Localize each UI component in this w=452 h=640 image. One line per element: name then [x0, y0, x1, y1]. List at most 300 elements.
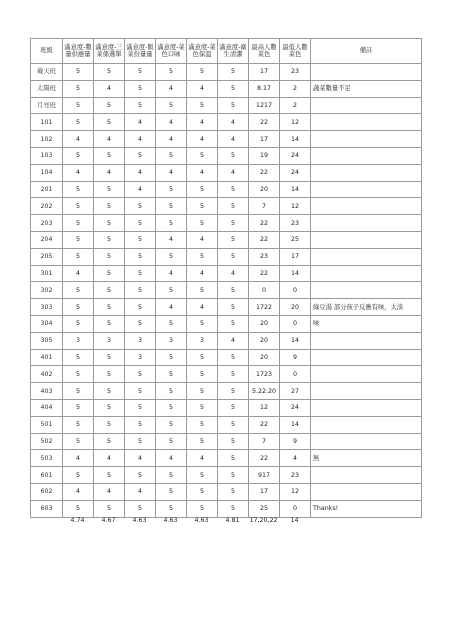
value-cell: 5: [125, 147, 156, 164]
value-cell: 5: [156, 416, 187, 433]
value-cell: 12: [280, 198, 311, 215]
value-cell: 5: [63, 64, 94, 81]
value-cell: 5: [63, 315, 94, 332]
table-row: [31, 181, 422, 198]
value-cell: 17: [249, 483, 280, 500]
value-cell: 5: [94, 231, 125, 248]
value-cell: 3: [63, 332, 94, 349]
value-cell: 4: [218, 164, 249, 181]
class-cell: 401: [31, 349, 63, 366]
class-cell: 601: [31, 467, 63, 484]
value-cell: 24: [280, 399, 311, 416]
average-value: 4.63: [194, 517, 209, 524]
value-cell: 5: [94, 147, 125, 164]
value-cell: 5: [187, 248, 218, 265]
value-cell: 20: [249, 349, 280, 366]
column-header: 最高人數菜色: [249, 39, 280, 64]
average-value: [30, 514, 62, 528]
class-cell: 月亮班: [31, 97, 63, 114]
value-cell: 5: [94, 467, 125, 484]
note-cell: 蔬菜數量不足: [311, 80, 422, 97]
value-cell: 5: [218, 215, 249, 232]
average-value: 4.63: [163, 517, 178, 524]
value-cell: 5: [218, 97, 249, 114]
value-cell: 5: [63, 181, 94, 198]
value-cell: 3: [125, 332, 156, 349]
class-cell: 502: [31, 433, 63, 450]
value-cell: 5: [218, 349, 249, 366]
value-cell: 4: [125, 181, 156, 198]
value-cell: 5: [94, 299, 125, 316]
value-cell: 5: [125, 64, 156, 81]
average-value: 4.67: [101, 517, 116, 524]
value-cell: 12: [249, 399, 280, 416]
average-value: 17,20,22: [249, 517, 278, 524]
value-cell: 5: [63, 500, 94, 517]
value-cell: 5: [125, 416, 156, 433]
value-cell: 5: [94, 383, 125, 400]
value-cell: 1723: [249, 366, 280, 383]
note-cell: [311, 282, 422, 299]
value-cell: 4: [187, 265, 218, 282]
value-cell: 5: [187, 97, 218, 114]
value-cell: 8.17: [249, 80, 280, 97]
value-cell: 4: [94, 131, 125, 148]
value-cell: 20: [280, 299, 311, 316]
value-cell: 5: [63, 80, 94, 97]
column-header: 班級: [31, 39, 63, 64]
value-cell: 5: [63, 366, 94, 383]
value-cell: 0: [249, 282, 280, 299]
value-cell: 4: [125, 450, 156, 467]
value-cell: 5: [94, 97, 125, 114]
value-cell: 5: [63, 114, 94, 131]
value-cell: 7: [249, 433, 280, 450]
value-cell: 5: [94, 114, 125, 131]
value-cell: 5: [187, 416, 218, 433]
value-cell: 5: [218, 416, 249, 433]
note-cell: [311, 416, 422, 433]
value-cell: 0: [280, 282, 311, 299]
class-cell: 104: [31, 164, 63, 181]
value-cell: 5: [218, 467, 249, 484]
value-cell: 5: [218, 64, 249, 81]
value-cell: 5: [63, 215, 94, 232]
table-row: [31, 383, 422, 400]
value-cell: 22: [249, 265, 280, 282]
value-cell: 5: [187, 282, 218, 299]
value-cell: 5: [218, 366, 249, 383]
value-cell: 4: [125, 114, 156, 131]
value-cell: 25: [249, 500, 280, 517]
note-cell: [311, 97, 422, 114]
value-cell: 5: [125, 433, 156, 450]
table-row: [31, 299, 422, 316]
value-cell: 5: [218, 198, 249, 215]
class-cell: 201: [31, 181, 63, 198]
table-row: [31, 97, 422, 114]
value-cell: 4: [187, 80, 218, 97]
note-cell: [311, 164, 422, 181]
value-cell: 5: [187, 181, 218, 198]
column-header: 滿意度-衛生清潔: [218, 39, 249, 64]
value-cell: 5: [125, 299, 156, 316]
value-cell: 12: [280, 483, 311, 500]
table-row: [31, 349, 422, 366]
value-cell: 5: [187, 198, 218, 215]
class-cell: 403: [31, 383, 63, 400]
note-cell: [311, 231, 422, 248]
average-value: 4.74: [70, 517, 85, 524]
value-cell: 2: [280, 97, 311, 114]
value-cell: 24: [280, 147, 311, 164]
value-cell: 5: [94, 265, 125, 282]
value-cell: 5: [63, 282, 94, 299]
value-cell: 5: [156, 399, 187, 416]
value-cell: 5: [187, 399, 218, 416]
value-cell: 5: [187, 467, 218, 484]
value-cell: 5: [187, 483, 218, 500]
value-cell: 5: [156, 181, 187, 198]
value-cell: 5: [63, 416, 94, 433]
value-cell: 5: [125, 231, 156, 248]
value-cell: 3: [94, 332, 125, 349]
value-cell: 5: [94, 64, 125, 81]
value-cell: 20: [249, 315, 280, 332]
note-cell: [311, 483, 422, 500]
value-cell: 4: [94, 164, 125, 181]
value-cell: 0: [280, 315, 311, 332]
note-cell: 綠豆湯 部分孩子反應有味，太淡: [311, 299, 422, 316]
class-cell: 103: [31, 147, 63, 164]
note-cell: [311, 64, 422, 81]
value-cell: 5: [218, 231, 249, 248]
class-cell: 503: [31, 450, 63, 467]
table-row: [31, 433, 422, 450]
value-cell: 5: [218, 433, 249, 450]
value-cell: 22: [249, 416, 280, 433]
value-cell: 14: [280, 181, 311, 198]
value-cell: 5: [63, 399, 94, 416]
class-cell: 205: [31, 248, 63, 265]
value-cell: 3: [125, 349, 156, 366]
value-cell: 5: [63, 231, 94, 248]
value-cell: 9: [280, 349, 311, 366]
value-cell: 4: [218, 114, 249, 131]
column-header: 滿意度-飯菜份量量: [125, 39, 156, 64]
value-cell: 22: [249, 215, 280, 232]
note-cell: [311, 181, 422, 198]
value-cell: 5: [94, 500, 125, 517]
note-cell: [311, 433, 422, 450]
value-cell: 4: [156, 231, 187, 248]
value-cell: 5: [94, 315, 125, 332]
table-row: [31, 483, 422, 500]
class-cell: 304: [31, 315, 63, 332]
value-cell: 14: [280, 332, 311, 349]
value-cell: 5: [218, 80, 249, 97]
table-row: [31, 265, 422, 282]
value-cell: 5: [156, 315, 187, 332]
value-cell: 14: [280, 131, 311, 148]
note-cell: 無: [311, 450, 422, 467]
value-cell: 4: [94, 80, 125, 97]
value-cell: 4: [187, 164, 218, 181]
class-cell: 305: [31, 332, 63, 349]
value-cell: 4: [218, 265, 249, 282]
value-cell: 5: [125, 366, 156, 383]
value-cell: 5: [156, 97, 187, 114]
note-cell: Thanks!: [311, 500, 422, 517]
value-cell: 27: [280, 383, 311, 400]
value-cell: 5: [63, 433, 94, 450]
value-cell: 14: [280, 265, 311, 282]
note-cell: 味: [311, 315, 422, 332]
value-cell: 5: [94, 215, 125, 232]
value-cell: 4: [63, 450, 94, 467]
value-cell: 5: [187, 500, 218, 517]
value-cell: 4: [187, 231, 218, 248]
value-cell: 4: [187, 299, 218, 316]
column-header: 最低人數菜色: [280, 39, 311, 64]
value-cell: 12: [280, 114, 311, 131]
average-value: 14: [290, 517, 299, 524]
value-cell: 5: [94, 399, 125, 416]
value-cell: 5: [187, 215, 218, 232]
value-cell: 5: [63, 97, 94, 114]
average-value: [310, 514, 421, 528]
value-cell: 3: [187, 332, 218, 349]
value-cell: 17: [280, 248, 311, 265]
value-cell: 14: [280, 416, 311, 433]
value-cell: 5: [156, 483, 187, 500]
average-value: 4.81: [225, 517, 240, 524]
value-cell: 5: [94, 366, 125, 383]
value-cell: 5: [94, 282, 125, 299]
value-cell: 5: [156, 467, 187, 484]
class-cell: 402: [31, 366, 63, 383]
value-cell: 5: [63, 198, 94, 215]
value-cell: 1217: [249, 97, 280, 114]
value-cell: 0: [280, 366, 311, 383]
value-cell: 5: [94, 248, 125, 265]
note-cell: [311, 265, 422, 282]
value-cell: 5: [156, 64, 187, 81]
value-cell: 2: [280, 80, 311, 97]
value-cell: 5: [94, 433, 125, 450]
table-row: [31, 147, 422, 164]
value-cell: 20: [249, 181, 280, 198]
note-cell: [311, 399, 422, 416]
class-cell: 202: [31, 198, 63, 215]
value-cell: 5: [156, 433, 187, 450]
class-cell: 204: [31, 231, 63, 248]
value-cell: 4: [125, 483, 156, 500]
value-cell: 5: [125, 80, 156, 97]
value-cell: 4: [94, 483, 125, 500]
table-body: [31, 64, 422, 518]
value-cell: 5: [156, 147, 187, 164]
value-cell: 5: [187, 147, 218, 164]
value-cell: 22: [249, 231, 280, 248]
table-row: [31, 450, 422, 467]
value-cell: 5: [63, 299, 94, 316]
note-cell: [311, 215, 422, 232]
value-cell: 5: [218, 248, 249, 265]
table-row: [31, 467, 422, 484]
value-cell: 5: [63, 467, 94, 484]
value-cell: 5: [94, 349, 125, 366]
value-cell: 5: [63, 248, 94, 265]
table-row: [31, 215, 422, 232]
class-cell: 101: [31, 114, 63, 131]
value-cell: 19: [249, 147, 280, 164]
value-cell: 5: [125, 97, 156, 114]
value-cell: 20: [249, 332, 280, 349]
value-cell: 4: [63, 483, 94, 500]
value-cell: 5: [156, 500, 187, 517]
value-cell: 5: [125, 248, 156, 265]
value-cell: 4: [218, 332, 249, 349]
value-cell: 5: [125, 315, 156, 332]
note-cell: [311, 349, 422, 366]
class-cell: 載天班: [31, 64, 63, 81]
value-cell: 5: [187, 64, 218, 81]
value-cell: 4: [63, 265, 94, 282]
value-cell: 4: [125, 131, 156, 148]
value-cell: 4: [156, 80, 187, 97]
value-cell: 24: [280, 164, 311, 181]
value-cell: 5: [218, 299, 249, 316]
header-row: [31, 39, 422, 64]
value-cell: 4: [156, 450, 187, 467]
value-cell: 4: [156, 131, 187, 148]
value-cell: 22: [249, 450, 280, 467]
value-cell: 4: [218, 131, 249, 148]
value-cell: 23: [280, 467, 311, 484]
value-cell: 5: [218, 483, 249, 500]
value-cell: 23: [249, 248, 280, 265]
table-row: [31, 114, 422, 131]
column-header: 滿意度-三菜係選單: [94, 39, 125, 64]
class-cell: 602: [31, 483, 63, 500]
table-row: [31, 315, 422, 332]
value-cell: 7: [249, 198, 280, 215]
class-cell: 404: [31, 399, 63, 416]
value-cell: 4: [63, 164, 94, 181]
value-cell: 9: [280, 433, 311, 450]
value-cell: 4: [187, 131, 218, 148]
value-cell: 5: [125, 500, 156, 517]
value-cell: 5: [156, 198, 187, 215]
value-cell: 5: [218, 315, 249, 332]
note-cell: [311, 366, 422, 383]
satisfaction-table: [30, 38, 422, 518]
note-cell: [311, 467, 422, 484]
value-cell: 5: [63, 383, 94, 400]
table-row: [31, 399, 422, 416]
value-cell: 5: [218, 181, 249, 198]
value-cell: 22: [249, 114, 280, 131]
value-cell: 5: [187, 433, 218, 450]
table-row: [31, 332, 422, 349]
value-cell: 5: [156, 366, 187, 383]
table-row: [31, 198, 422, 215]
table-row: [31, 416, 422, 433]
value-cell: 4: [156, 299, 187, 316]
average-row: [30, 514, 421, 528]
value-cell: 4: [156, 265, 187, 282]
note-cell: [311, 332, 422, 349]
table-row: [31, 248, 422, 265]
class-cell: 501: [31, 416, 63, 433]
class-cell: 太陽班: [31, 80, 63, 97]
value-cell: 5: [187, 315, 218, 332]
table-row: [31, 131, 422, 148]
value-cell: 5: [125, 215, 156, 232]
value-cell: 5: [156, 383, 187, 400]
value-cell: 5: [125, 467, 156, 484]
value-cell: 4: [156, 164, 187, 181]
value-cell: 5: [63, 349, 94, 366]
value-cell: 17: [249, 64, 280, 81]
note-cell: [311, 131, 422, 148]
value-cell: 4: [125, 164, 156, 181]
value-cell: 5: [125, 399, 156, 416]
note-cell: [311, 147, 422, 164]
class-cell: 301: [31, 265, 63, 282]
class-cell: 102: [31, 131, 63, 148]
value-cell: 5: [218, 450, 249, 467]
value-cell: 5: [187, 366, 218, 383]
table-row: [31, 164, 422, 181]
value-cell: 5: [125, 282, 156, 299]
value-cell: 0: [280, 500, 311, 517]
value-cell: 23: [280, 215, 311, 232]
note-cell: [311, 114, 422, 131]
table-row: [31, 231, 422, 248]
value-cell: 4: [156, 114, 187, 131]
table-row: [31, 64, 422, 81]
note-cell: [311, 383, 422, 400]
value-cell: 5: [63, 147, 94, 164]
value-cell: 5: [218, 282, 249, 299]
value-cell: 5: [125, 383, 156, 400]
class-cell: 303: [31, 299, 63, 316]
table-row: [31, 366, 422, 383]
value-cell: 5: [156, 282, 187, 299]
class-cell: 302: [31, 282, 63, 299]
value-cell: 5: [156, 215, 187, 232]
value-cell: 5: [218, 147, 249, 164]
value-cell: 23: [280, 64, 311, 81]
value-cell: 17: [249, 131, 280, 148]
column-header: 滿意度-菜色保溫: [187, 39, 218, 64]
column-header: 滿意度-菜色口味: [156, 39, 187, 64]
value-cell: 4: [280, 450, 311, 467]
value-cell: 5: [218, 500, 249, 517]
column-header: 滿意度-數量供應量: [63, 39, 94, 64]
note-cell: [311, 248, 422, 265]
note-cell: [311, 198, 422, 215]
value-cell: 5: [187, 383, 218, 400]
value-cell: 4: [94, 450, 125, 467]
value-cell: 5: [218, 383, 249, 400]
value-cell: 3: [156, 332, 187, 349]
table-row: [31, 282, 422, 299]
value-cell: 5.22.20: [249, 383, 280, 400]
table-row: [31, 80, 422, 97]
